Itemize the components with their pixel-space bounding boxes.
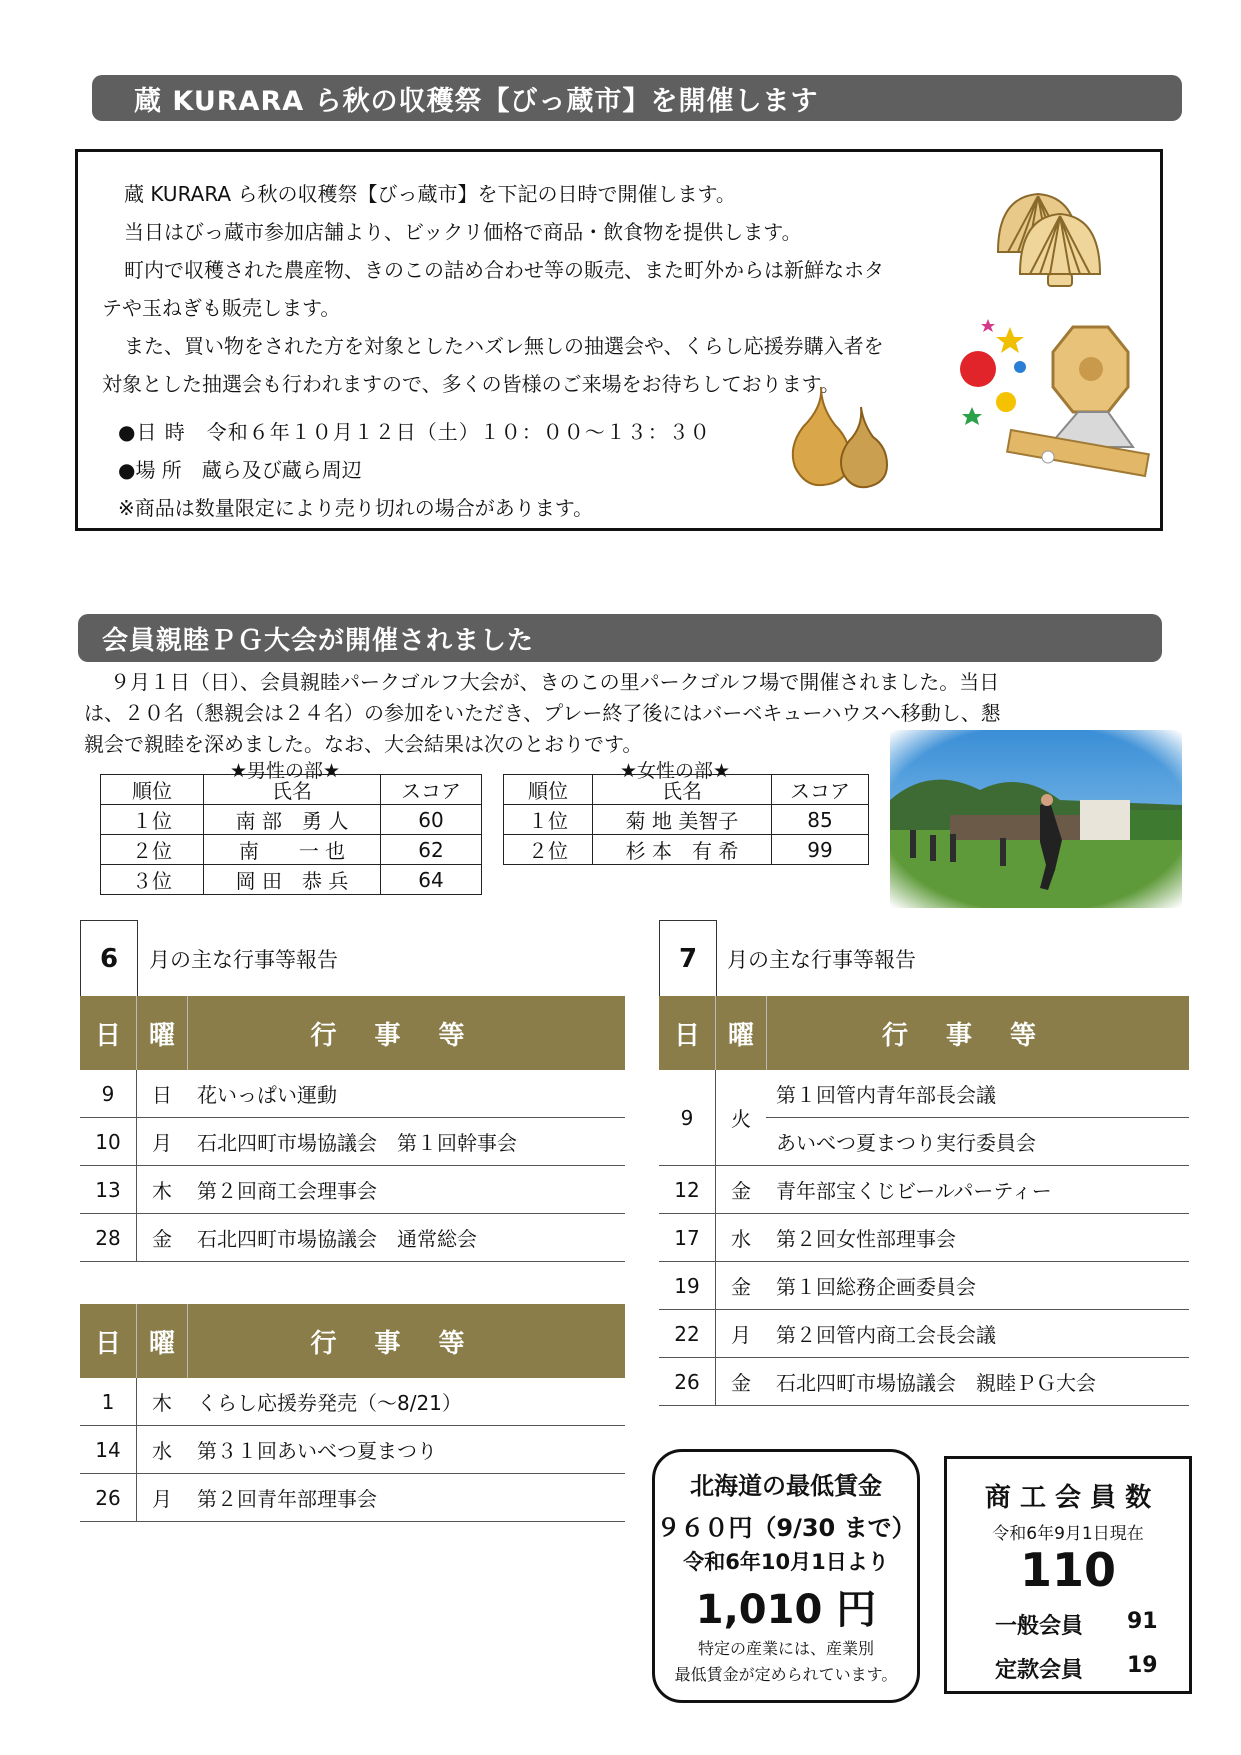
members-fixed-value: 19 [1127,1653,1158,1678]
event-name: 第２回管内商工会長会議 [776,1323,996,1347]
july-title: 月の主な行事等報告 [727,948,916,972]
event-day: 9 [80,1070,137,1117]
july-header-dow: 曜 [727,1020,754,1051]
event-name: 第２回女性部理事会 [776,1227,956,1251]
table-row [659,1214,1189,1262]
table-row [80,1214,625,1262]
women-score: 85 [772,805,869,835]
event-dow: 木 [152,1179,172,1203]
second-header-dow: 曜 [148,1328,175,1359]
members-total: 110 [1019,1543,1117,1597]
event-name: 石北四町市場協議会 親睦ＰＧ大会 [776,1371,1096,1395]
table-row [80,1118,625,1166]
event-day: 14 [80,1426,137,1473]
wage-new-amount: 1,010 円 [695,1587,877,1633]
wage-current: ９６０円（9/30 まで） [656,1514,916,1542]
wage-note-1: 特定の産業には、産業別 [697,1639,874,1658]
festival-line-2: 当日はびっ蔵市参加店舗より、ビックリ価格で商品・飲食物を提供します。 [124,220,802,244]
women-header-name: 氏名 [593,775,772,805]
july-header-event: 行事等 [766,996,1189,1070]
event-day: 19 [659,1262,716,1309]
event-dow: 月 [731,1323,751,1347]
women-rank: １位 [504,805,593,835]
event-day: 10 [80,1118,137,1165]
second-header-event: 行事等 [187,1304,625,1378]
table-row [659,1070,1189,1166]
event-day: 12 [659,1166,716,1213]
pg-banner [78,614,1162,662]
members-as-of: 令和6年9月1日現在 [992,1524,1144,1544]
women-rank: ２位 [504,835,593,865]
festival-line-5: また、買い物をされた方を対象としたハズレ無しの抽選会や、くらし応援券購入者を [124,334,884,358]
event-name: 第２回青年部理事会 [197,1487,377,1511]
festival-line-4: テや玉ねぎも販売します。 [102,296,341,320]
event-name: 石北四町市場協議会 第１回幹事会 [197,1131,517,1155]
wage-from: 令和6年10月1日より [683,1550,889,1574]
members-general-label: 一般会員 [995,1614,1084,1639]
festival-line-3: 町内で収穫された農産物、きのこの詰め合わせ等の販売、また町外からは新鮮なホタ [124,258,884,282]
women-results-table [503,774,869,865]
event-day: 9 [659,1070,716,1165]
june-header-dow: 曜 [148,1020,175,1051]
wage-note-2: 最低賃金が定められています。 [674,1665,898,1684]
table-row [659,1310,1189,1358]
july-header-day: 日 [659,996,716,1070]
event-dow: 金 [152,1227,172,1251]
june-title: 月の主な行事等報告 [149,948,338,972]
members-title: 商 工 会 員 数 [984,1483,1152,1513]
event-day: 17 [659,1214,716,1261]
women-score: 99 [772,835,869,865]
event-name: 花いっぱい運動 [197,1083,337,1107]
june-month-tab [80,920,138,997]
festival-banner [92,75,1182,121]
men-rank: １位 [101,805,204,835]
table-row [659,1262,1189,1310]
women-header-rank: 順位 [504,775,593,805]
table-row [80,1166,625,1214]
men-name: 南 部 勇 人 [204,805,381,835]
men-score: 62 [381,835,482,865]
men-name: 南 一 也 [204,835,381,865]
event-dow: 日 [152,1083,172,1107]
event-dow: 火 [731,1107,751,1131]
scallop-illustration [988,182,1108,292]
pg-line-1: ９月１日（日）、会員親睦パークゴルフ大会が、きのこの里パークゴルフ場で開催されました。当日 [110,670,1000,694]
table-row [659,1358,1189,1406]
june-header-day: 日 [80,996,137,1070]
men-header-rank: 順位 [101,775,204,805]
event-dow: 金 [731,1179,751,1203]
event-name: 第２回商工会理事会 [197,1179,377,1203]
event-name: 青年部宝くじビールパーティー [776,1179,1052,1203]
table-row [80,1070,625,1118]
event-day: 22 [659,1310,716,1357]
event-name: あいべつ夏まつり実行委員会 [776,1131,1036,1155]
event-day: 1 [80,1378,137,1425]
second-table-header [80,1304,625,1378]
event-day: 13 [80,1166,137,1213]
men-results-table [100,774,482,895]
event-dow: 金 [731,1371,751,1395]
june-events-table [80,996,625,1262]
women-name: 菊 地 美智子 [593,805,772,835]
men-score: 60 [381,805,482,835]
event-day: 26 [659,1358,716,1405]
event-name: 石北四町市場協議会 通常総会 [197,1227,477,1251]
men-score: 64 [381,865,482,895]
event-dow: 月 [152,1487,172,1511]
july-events-table [659,996,1189,1406]
event-dow: 水 [731,1227,751,1251]
men-header-name: 氏名 [204,775,381,805]
pg-banner-title: 会員親睦ＰＧ大会が開催されました [102,625,535,656]
event-dow: 水 [152,1439,172,1463]
onion-illustration [783,377,893,497]
festival-date: ●日 時 令和６年１０月１２日（土）１０：００～１３：３０ [118,420,711,444]
festival-box [75,149,1163,531]
event-name: 第１回総務企画委員会 [776,1275,976,1299]
event-dow: 月 [152,1131,172,1155]
minimum-wage-box [652,1449,920,1703]
june-month-number: 6 [99,944,119,974]
second-events-table [80,1304,625,1522]
women-name: 杉 本 有 希 [593,835,772,865]
table-row [80,1426,625,1474]
festival-line-1: 蔵 KURARA ら秋の収穫祭【びっ蔵市】を下記の日時で開催します。 [124,182,736,206]
women-header-score: スコア [772,775,869,805]
lottery-machine-illustration [948,307,1153,482]
event-name: くらし応援券発売（～8/21） [197,1391,462,1415]
pg-line-2: は、２０名（懇親会は２４名）の参加をいただき、プレー終了後にはバーベキューハウスへ移動し、懇 [84,701,1001,725]
wage-title: 北海道の最低賃金 [690,1472,882,1500]
festival-place: ●場 所 蔵ら及び蔵ら周辺 [118,458,362,482]
festival-line-6: 対象とした抽選会も行われますので、多くの皆様のご来場をお待ちしております。 [102,372,840,396]
members-fixed-label: 定款会員 [995,1658,1084,1683]
men-rank: ３位 [101,865,204,895]
member-count-box [944,1456,1192,1694]
men-name: 岡 田 恭 兵 [204,865,381,895]
members-general-value: 91 [1127,1609,1158,1634]
table-row [80,1474,625,1522]
festival-note: ※商品は数量限定により売り切れの場合があります。 [118,496,594,520]
july-month-number: 7 [678,944,698,974]
event-dow: 金 [731,1275,751,1299]
july-table-header [659,996,1189,1070]
june-header-event: 行事等 [187,996,625,1070]
pg-line-3: 親会で親睦を深めました。なお、大会結果は次のとおりです。 [84,732,643,756]
second-header-day: 日 [80,1304,137,1378]
men-rank: ２位 [101,835,204,865]
men-header-score: スコア [381,775,482,805]
june-table-header [80,996,625,1070]
event-name: 第１回管内青年部長会議 [766,1070,1189,1118]
event-day: 26 [80,1474,137,1521]
men-caption: ★男性の部★ [230,760,341,782]
july-month-tab [659,920,717,997]
event-dow: 木 [152,1391,172,1415]
table-row [80,1378,625,1426]
festival-banner-title: 蔵 KURARA ら秋の収穫祭【びっ蔵市】を開催します [134,85,819,117]
women-caption: ★女性の部★ [620,760,731,782]
park-golf-photo [890,730,1182,908]
event-name: 第３１回あいべつ夏まつり [197,1439,437,1463]
table-row [659,1166,1189,1214]
event-day: 28 [80,1214,137,1261]
